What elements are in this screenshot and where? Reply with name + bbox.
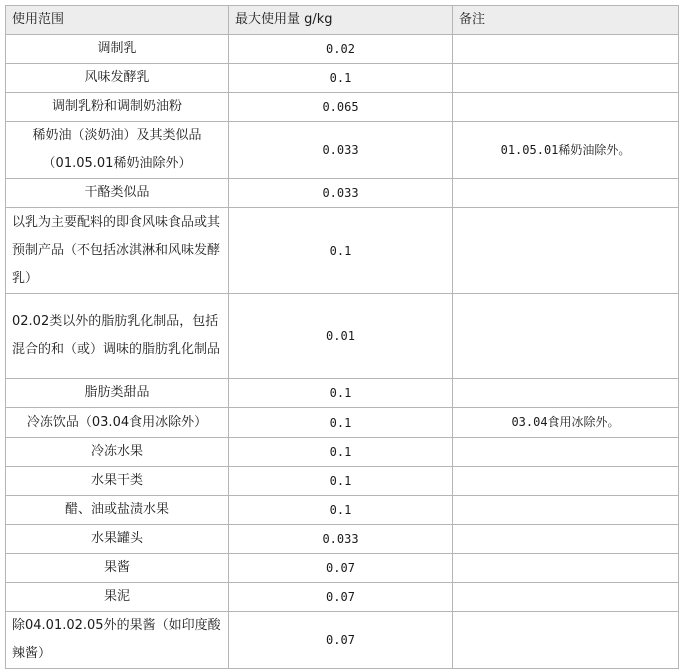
usage-scope-cell: 稀奶油（淡奶油）及其类似品（01.05.01稀奶油除外） <box>6 122 229 179</box>
remark-text: 01.05.01稀奶油除外。 <box>500 142 631 157</box>
remark-cell <box>453 122 679 179</box>
remark-cell <box>453 93 679 122</box>
max-usage-cell: 0.1 <box>229 438 453 467</box>
max-usage-cell: 0.1 <box>229 208 453 294</box>
max-usage-cell: 0.1 <box>229 379 453 408</box>
max-usage-cell: 0.1 <box>229 64 453 93</box>
usage-scope-cell: 调制乳 <box>6 35 229 64</box>
usage-scope-cell: 风味发酵乳 <box>6 64 229 93</box>
table-row <box>6 64 679 93</box>
usage-scope-cell: 水果干类 <box>6 467 229 496</box>
usage-scope-cell: 果泥 <box>6 583 229 612</box>
max-usage-cell: 0.033 <box>229 122 453 179</box>
remark-cell <box>453 35 679 64</box>
table-row <box>6 496 679 525</box>
usage-scope-cell: 除04.01.02.05外的果酱（如印度酸辣酱） <box>6 612 229 669</box>
usage-scope-cell: 醋、油或盐渍水果 <box>6 496 229 525</box>
max-usage-cell: 0.033 <box>229 525 453 554</box>
usage-scope-cell: 脂肪类甜品 <box>6 379 229 408</box>
remark-cell <box>453 379 679 408</box>
header-usage-scope: 使用范围 <box>6 6 229 35</box>
usage-scope-cell: 以乳为主要配料的即食风味食品或其预制产品（不包括冰淇淋和风味发酵乳） <box>6 208 229 294</box>
remark-text: 03.04食用冰除外。 <box>511 415 620 429</box>
table-row <box>6 179 679 208</box>
max-usage-cell: 0.1 <box>229 467 453 496</box>
remark-cell <box>453 179 679 208</box>
table-row <box>6 35 679 64</box>
max-usage-cell: 0.033 <box>229 179 453 208</box>
remark-cell <box>453 408 679 438</box>
table-row <box>6 122 679 179</box>
usage-scope-cell: 02.02类以外的脂肪乳化制品，包括混合的和（或）调味的脂肪乳化制品 <box>6 294 229 379</box>
max-usage-cell: 0.01 <box>229 294 453 379</box>
header-remarks: 备注 <box>453 6 679 35</box>
remark-cell <box>453 294 679 379</box>
remark-cell <box>453 612 679 669</box>
table-row <box>6 294 679 379</box>
max-usage-cell: 0.1 <box>229 496 453 525</box>
max-usage-cell: 0.02 <box>229 35 453 64</box>
remark-cell <box>453 554 679 583</box>
usage-scope-cell: 水果罐头 <box>6 525 229 554</box>
remark-cell <box>453 525 679 554</box>
remark-cell <box>453 438 679 467</box>
remark-cell <box>453 496 679 525</box>
table-row <box>6 208 679 294</box>
table-row <box>6 438 679 467</box>
header-max-usage: 最大使用量 g/kg <box>229 6 453 35</box>
table-row <box>6 93 679 122</box>
table-row <box>6 379 679 408</box>
table-row <box>6 467 679 496</box>
remark-cell <box>453 64 679 93</box>
max-usage-cell: 0.065 <box>229 93 453 122</box>
usage-scope-cell: 调制乳粉和调制奶油粉 <box>6 93 229 122</box>
additive-usage-table-container <box>5 5 679 669</box>
remark-cell <box>453 583 679 612</box>
max-usage-cell: 0.07 <box>229 554 453 583</box>
additive-usage-table <box>5 5 679 669</box>
usage-scope-cell: 干酪类似品 <box>6 179 229 208</box>
table-row <box>6 612 679 669</box>
remark-cell <box>453 467 679 496</box>
table-row <box>6 408 679 438</box>
max-usage-cell: 0.1 <box>229 408 453 438</box>
table-row <box>6 525 679 554</box>
max-usage-cell: 0.07 <box>229 612 453 669</box>
usage-scope-cell: 果酱 <box>6 554 229 583</box>
usage-scope-cell: 冷冻饮品（03.04食用冰除外） <box>6 408 229 438</box>
max-usage-cell: 0.07 <box>229 583 453 612</box>
table-row <box>6 583 679 612</box>
table-header-row <box>6 6 679 35</box>
remark-cell <box>453 208 679 294</box>
usage-scope-cell: 冷冻水果 <box>6 438 229 467</box>
table-row <box>6 554 679 583</box>
